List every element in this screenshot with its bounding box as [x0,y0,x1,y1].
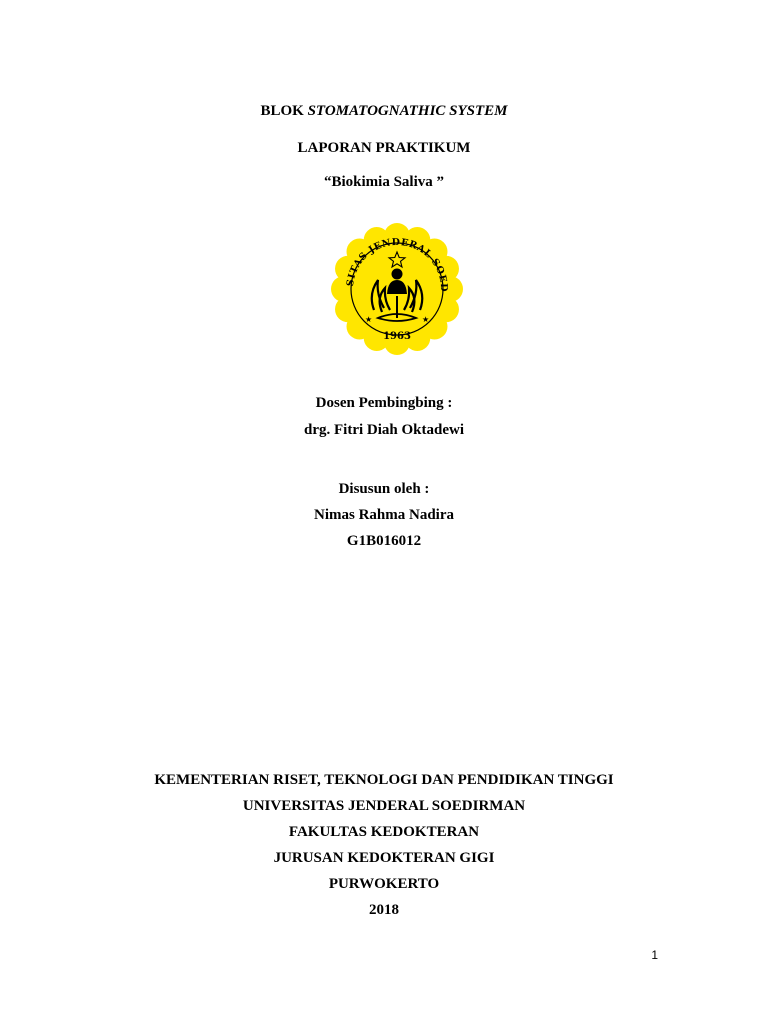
faculty-name: FAKULTAS KEDOKTERAN [288,824,480,840]
figure-head-icon [392,269,403,280]
university-logo [330,222,464,356]
author-id: G1B016012 [346,533,422,549]
logo-year: 1963 [383,331,411,342]
university-seal-icon [330,222,464,356]
page-number: 1 [651,948,658,962]
supervisor-name: drg. Fitri Diah Oktadewi [304,422,464,438]
university-name: UNIVERSITAS JENDERAL SOEDIRMAN [242,798,526,814]
report-type: LAPORAN PRAKTIKUM [297,140,471,156]
blok-prefix: BLOK [260,103,308,119]
author-label: Disusun oleh : [338,481,430,497]
right-small-star-icon: ★ [422,315,430,324]
supervisor-label: Dosen Pembingbing : [315,395,453,411]
city-name: PURWOKERTO [328,876,440,892]
left-small-star-icon: ★ [365,315,373,324]
ministry-name: KEMENTERIAN RISET, TEKNOLOGI DAN PENDIDIKAN TINGGI [154,772,614,788]
blok-title-line [0,102,768,120]
author-name: Nimas Rahma Nadira [313,507,454,523]
logo-ring-text: SITAS JENDERAL SOED [344,236,450,293]
department-name: JURUSAN KEDOKTERAN GIGI [273,850,495,866]
blok-title: STOMATOGNATHIC SYSTEM [307,103,508,119]
publication-year: 2018 [369,902,399,918]
report-topic: “Biokimia Saliva ” [323,174,445,190]
